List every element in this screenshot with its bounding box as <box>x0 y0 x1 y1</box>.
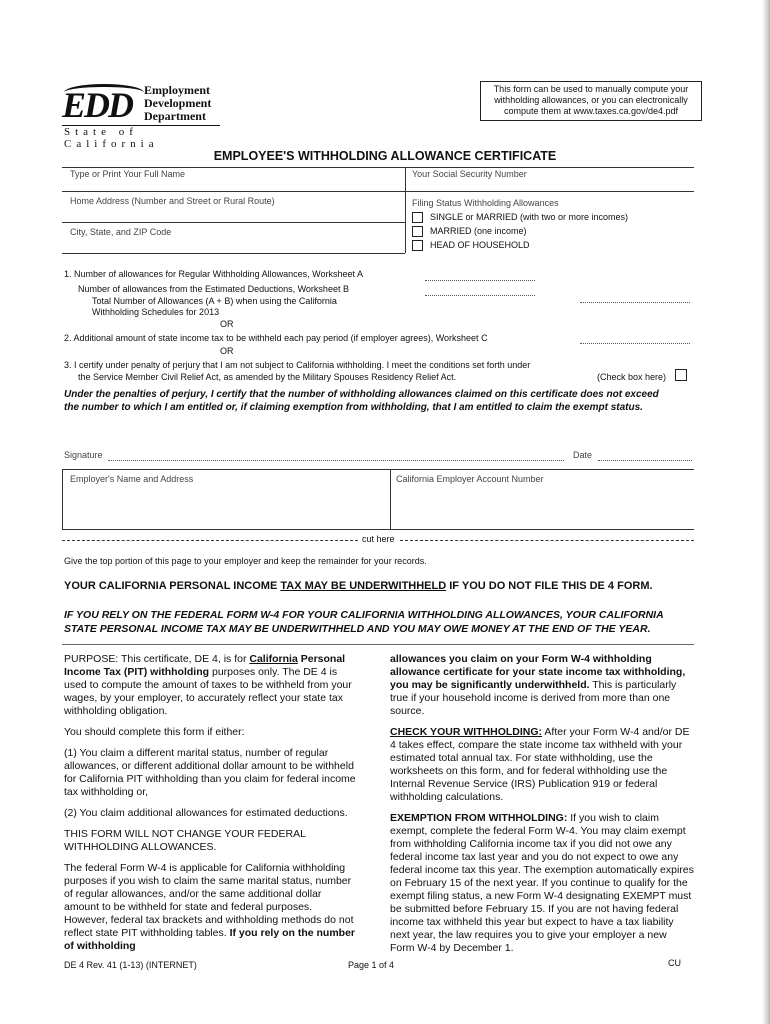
dept-line-2: Development <box>144 96 212 110</box>
cut-line-right <box>400 540 694 541</box>
purpose-paragraph <box>64 653 356 718</box>
dept-line-3: Department <box>144 109 206 123</box>
line-2-field[interactable] <box>580 343 690 344</box>
employer-box-top <box>62 469 694 470</box>
or-2: OR <box>220 346 234 356</box>
exemption-heading: EXEMPTION FROM WITHHOLDING: <box>390 812 568 824</box>
line-1b-field[interactable] <box>425 295 535 296</box>
line-1a-field[interactable] <box>425 280 535 281</box>
purpose-d: purposes only. The DE 4 is used to compute the amount of taxes to be withheld from your wages, by your employer, to accurately reflect your state tax withholding obligation. <box>64 666 352 717</box>
federal-b: If you rely on the number of withholding <box>64 927 355 952</box>
continued-paragraph <box>390 653 694 718</box>
cut-line-left <box>62 540 358 541</box>
item-1-paragraph: (1) You claim a different marital status, number of regular allowances, or different additional dollar amount to be withheld for California PIT withholding than you claim for federal income tax withholding or, <box>64 747 356 798</box>
complete-if-paragraph: You should complete this form if either: <box>64 726 245 738</box>
filing-married-checkbox[interactable] <box>412 226 423 237</box>
footer-revision-text: DE 4 Rev. 41 (1-13) (INTERNET) <box>64 960 197 970</box>
not-change-paragraph: THIS FORM WILL NOT CHANGE YOUR FEDERAL WITHHOLDING ALLOWANCES. <box>64 828 306 853</box>
line-1c-text: Total Number of Allowances (A + B) when using the California <box>92 296 337 306</box>
date-label: Date <box>573 450 593 460</box>
federal-a: The federal Form W-4 is applicable for California withholding purposes if you wish to claim the same marital status, number of regular allowances, and/or the same additional dollar amount to be withheld for state and federal purposes. However, federal tax brackets and withholding methods do not reflect state PIT withholding tables. <box>64 862 354 939</box>
dept-line-1: Employment <box>144 83 210 97</box>
signature-field[interactable] <box>108 460 564 461</box>
exemption-text: If you wish to claim exempt, complete the federal Form W-4. You may claim exempt from withholding California income tax if you did not owe any federal income tax last year and you do not expect to owe any federal income tax this year. The exemption automatically expires on February 15 of the next year. If you continue to qualify for the exempt filing status, a new Form W-4 designating EXEMPT must be submitted before February 15. If you are not having federal income tax withheld this year but expect to have a tax liability next year, the law requires you to give your employer a new Form W-4 by December 1. <box>390 812 694 954</box>
edd-logo-letters: EDD <box>62 85 133 125</box>
employer-box-bottom <box>62 529 694 530</box>
filing-single-checkbox[interactable] <box>412 212 423 223</box>
check-box-here-label: (Check box here) <box>597 372 667 382</box>
right-column <box>390 653 694 963</box>
employer-account-label: California Employer Account Number <box>396 474 544 484</box>
heading-post: IF YOU DO NOT FILE THIS DE 4 FORM. <box>446 580 653 592</box>
heading-underlined: TAX MAY BE UNDERWITHHELD <box>280 580 447 592</box>
filing-married-label: MARRIED (one income) <box>430 226 527 236</box>
line-3-text-a: 3. I certify under penalty of perjury that I am not subject to California withholding. I meet the conditions set forth under <box>64 360 531 370</box>
purpose-california: California <box>249 653 298 665</box>
federal-w4-warning-1: IF YOU RELY ON THE FEDERAL FORM W-4 FOR YOUR CALIFORNIA WITHHOLDING ALLOWANCES, YOUR CALIFORNIA <box>64 609 664 621</box>
purpose-a: PURPOSE: This certificate, DE 4, is for <box>64 653 250 665</box>
edd-logo <box>62 80 222 150</box>
federal-w4-warning-2: STATE PERSONAL INCOME TAX MAY BE UNDERWITHHELD AND YOU MAY OWE MONEY AT THE END OF THE YEAR. <box>64 623 651 635</box>
filing-hoh-checkbox[interactable] <box>412 240 423 251</box>
left-column <box>64 653 356 961</box>
employer-box-divider <box>390 469 391 529</box>
scan-edge-shadow <box>762 0 770 1024</box>
item-2-paragraph: (2) You claim additional allowances for estimated deductions. <box>64 807 348 819</box>
footer-code: CU <box>668 958 681 968</box>
employer-box-left <box>62 469 63 529</box>
electronic-notice-text: This form can be used to manually compute your withholding allowances, or you can electronically compute them at www.taxes.ca.gov/de4.pdf <box>493 84 689 116</box>
footer-page-number: Page 1 of 4 <box>348 960 395 970</box>
line-1b-text: Number of allowances from the Estimated Deductions, Worksheet B <box>78 284 349 294</box>
footer-revision <box>64 960 197 971</box>
exempt-checkbox[interactable] <box>675 369 687 381</box>
line-1-total-field[interactable] <box>580 302 690 303</box>
ssn-label: Your Social Security Number <box>412 169 527 179</box>
employer-name-label: Employer's Name and Address <box>70 474 194 484</box>
or-1: OR <box>220 319 234 329</box>
give-top-instruction: Give the top portion of this page to your employer and keep the remainder for your records. <box>64 556 427 566</box>
filing-status-label: Filing Status Withholding Allowances <box>412 198 559 208</box>
rule-top <box>62 167 694 168</box>
form-title: EMPLOYEE'S WITHHOLDING ALLOWANCE CERTIFICATE <box>213 149 557 163</box>
underwithheld-heading <box>64 580 653 593</box>
continued-bold: allowances you claim on your Form W-4 withholding allowance certificate for your state income tax withholding, you may be significantly underwithheld. <box>390 653 686 691</box>
continued-normal: This is particularly true if your household income is derived from more than one source. <box>390 679 677 717</box>
electronic-notice-box <box>480 81 702 121</box>
rule-name-bottom <box>62 191 694 192</box>
perjury-statement-2: the number to which I am entitled or, if claiming exemption from withholding, that I am entitled to claim the exempt status. <box>64 402 643 413</box>
check-withholding-text: After your Form W-4 and/or DE 4 takes effect, compare the state income tax withheld with your estimated total annual tax. For state withholding, use the worksheets on this form, and for federal withholding use the Internal Revenue Service (IRS) Publication 919 or federal withholding calculations. <box>390 726 690 803</box>
perjury-statement-1: Under the penalties of perjury, I certify that the number of withholding allowances claimed on this certificate does not exceed <box>64 389 659 400</box>
cut-here-label: cut here <box>362 534 395 544</box>
check-withholding-paragraph <box>390 726 694 804</box>
rule-city-bottom <box>62 253 405 254</box>
signature-label: Signature <box>64 450 103 460</box>
rule-vert-address <box>405 191 406 253</box>
city-label: City, State, and ZIP Code <box>70 227 172 237</box>
state-of-california: State of California <box>64 126 159 150</box>
rule-vert-name <box>405 167 406 191</box>
section-rule <box>62 644 694 645</box>
federal-paragraph <box>64 862 356 953</box>
line-3-text-b: the Service Member Civil Relief Act, as amended by the Military Spouses Residency Relief Act. <box>78 372 457 382</box>
exemption-paragraph <box>390 812 694 955</box>
rule-address-bottom <box>62 222 405 223</box>
check-withholding-heading: CHECK YOUR WITHHOLDING: <box>390 726 543 738</box>
date-field[interactable] <box>598 460 692 461</box>
line-1-text: 1. Number of allowances for Regular Withholding Allowances, Worksheet A <box>64 269 363 279</box>
heading-pre: YOUR CALIFORNIA PERSONAL INCOME <box>64 580 281 592</box>
home-address-label: Home Address (Number and Street or Rural Route) <box>70 196 275 206</box>
filing-hoh-label: HEAD OF HOUSEHOLD <box>430 240 530 250</box>
filing-single-label: SINGLE or MARRIED (with two or more incomes) <box>430 212 629 222</box>
line-2-text: 2. Additional amount of state income tax to be withheld each pay period (if employer agrees), Worksheet C <box>64 333 488 343</box>
full-name-label: Type or Print Your Full Name <box>70 169 186 179</box>
line-1d-text: Withholding Schedules for 2013 <box>92 307 220 317</box>
purpose-pit: Personal Income Tax (PIT) withholding <box>64 653 346 678</box>
